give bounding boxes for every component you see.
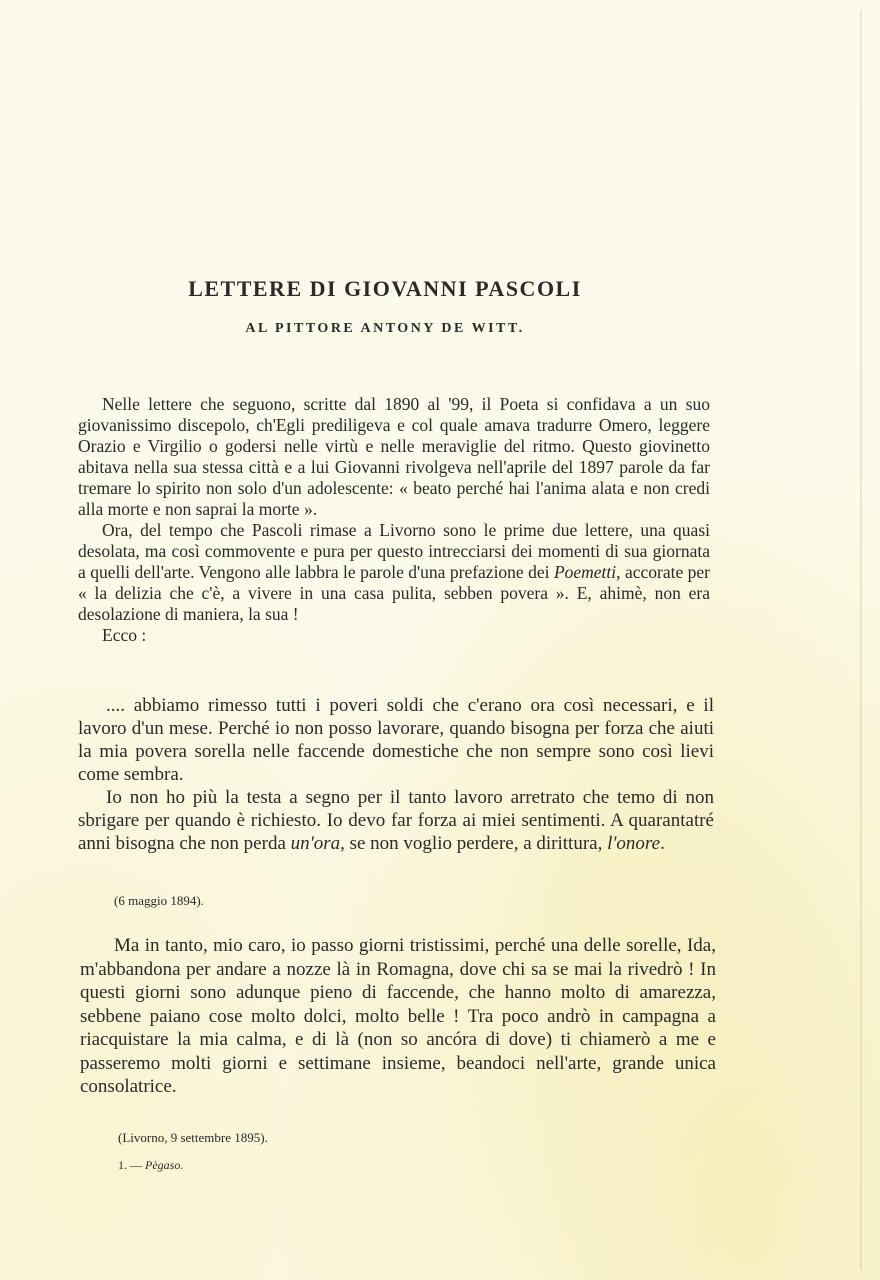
- footer-number: 1. —: [118, 1158, 142, 1172]
- letter-1-date: (6 maggio 1894).: [114, 893, 204, 908]
- letter-2: [80, 934, 716, 1099]
- letter-1-paragraph-1: .... abbiamo rimesso tutti i poveri soldi che c'erano ora così necessari, e il lavoro d'un mese. Perché io non posso lavorare, quando bisogna per forza che aiuti la mia povera sorella nelle faccende domestiche che non sempre sono così lievi come sembra.: [78, 695, 714, 785]
- letter-1-p2-italic-1: un'ora: [290, 833, 341, 854]
- intro-p2-text-b: , accorate per « la delizia che c'è, a vivere in una casa pulita, sebben povera ». E, ahimè, non era desolazione di maniera, la sua !: [78, 562, 710, 624]
- page-subtitle: AL PITTORE ANTONY DE WITT.: [245, 321, 525, 336]
- intro-p2-text-a: Ora, del tempo che Pascoli rimase a Livorno sono le prime due lettere, una quasi desolata, ma così commovente e pura per questo intrecciarsi dei momenti di sua giornata a quelli dell'arte. Vengono alle labbra le parole d'una prefazione dei: [78, 520, 710, 582]
- letter-1-p2-italic-2: l'onore: [607, 833, 661, 854]
- letter-1: [78, 694, 714, 855]
- page-footer: [118, 1158, 183, 1173]
- letter-2-paragraph-1: Ma in tanto, mio caro, io passo giorni tristissimi, perché una delle sorelle, Ida, m'abbandona per andare a nozze là in Romagna, dove chi sa se mai la rivedrò ! In questi giorni sono adunque pieno di faccende, che hanno molto di amarezza, sebbene paiano cose molto dolci, molto belle ! Tra poco andrò in campagna a riacquistare la mia calma, e di là (non so ancóra di dove) ti chiamerò a me e passeremo molti giorni e settimane insieme, beandoci nell'arte, grande unica consolatrice.: [80, 935, 716, 1097]
- intro-paragraph-1: Nelle lettere che seguono, scritte dal 1890 al '99, il Poeta si confidava a un suo giovanissimo discepolo, ch'Egli prediligeva e col quale amava tradurre Omero, leggere Orazio e Virgilio o godersi nelle virtù e nelle meraviglie del ritmo. Questo giovinetto abitava nella sua stessa città e a lui Giovanni rivolgeva nell'aprile del 1897 parole da far tremare lo spirito non solo d'un adolescente: « beato perché hai l'anima alata e non credi alla morte e non saprai la morte ».: [78, 394, 710, 519]
- letter-1-paragraph-2: [78, 786, 714, 855]
- page-edge: [860, 10, 862, 1270]
- letter-1-p2-text-a: Io non ho più la testa a segno per il tanto lavoro arretrato che temo di non sbrigare per quando è richiesto. Io devo far forza ai miei sentimenti. A quarantatré anni bisogna che non perda: [78, 787, 714, 854]
- footer-journal-name: Pègaso.: [145, 1158, 184, 1172]
- intro-paragraph-2: [78, 520, 710, 625]
- intro-section: [78, 394, 710, 646]
- page-title: LETTERE DI GIOVANNI PASCOLI: [188, 276, 582, 301]
- letter-1-p2-text-b: , se non voglio perdere, a dirittura,: [340, 833, 608, 854]
- intro-ecco: Ecco :: [102, 625, 147, 645]
- intro-p2-title-poemetti: Poemetti: [553, 562, 617, 582]
- letter-1-p2-text-c: .: [660, 833, 665, 854]
- letter-2-date: (Livorno, 9 settembre 1895).: [118, 1130, 268, 1145]
